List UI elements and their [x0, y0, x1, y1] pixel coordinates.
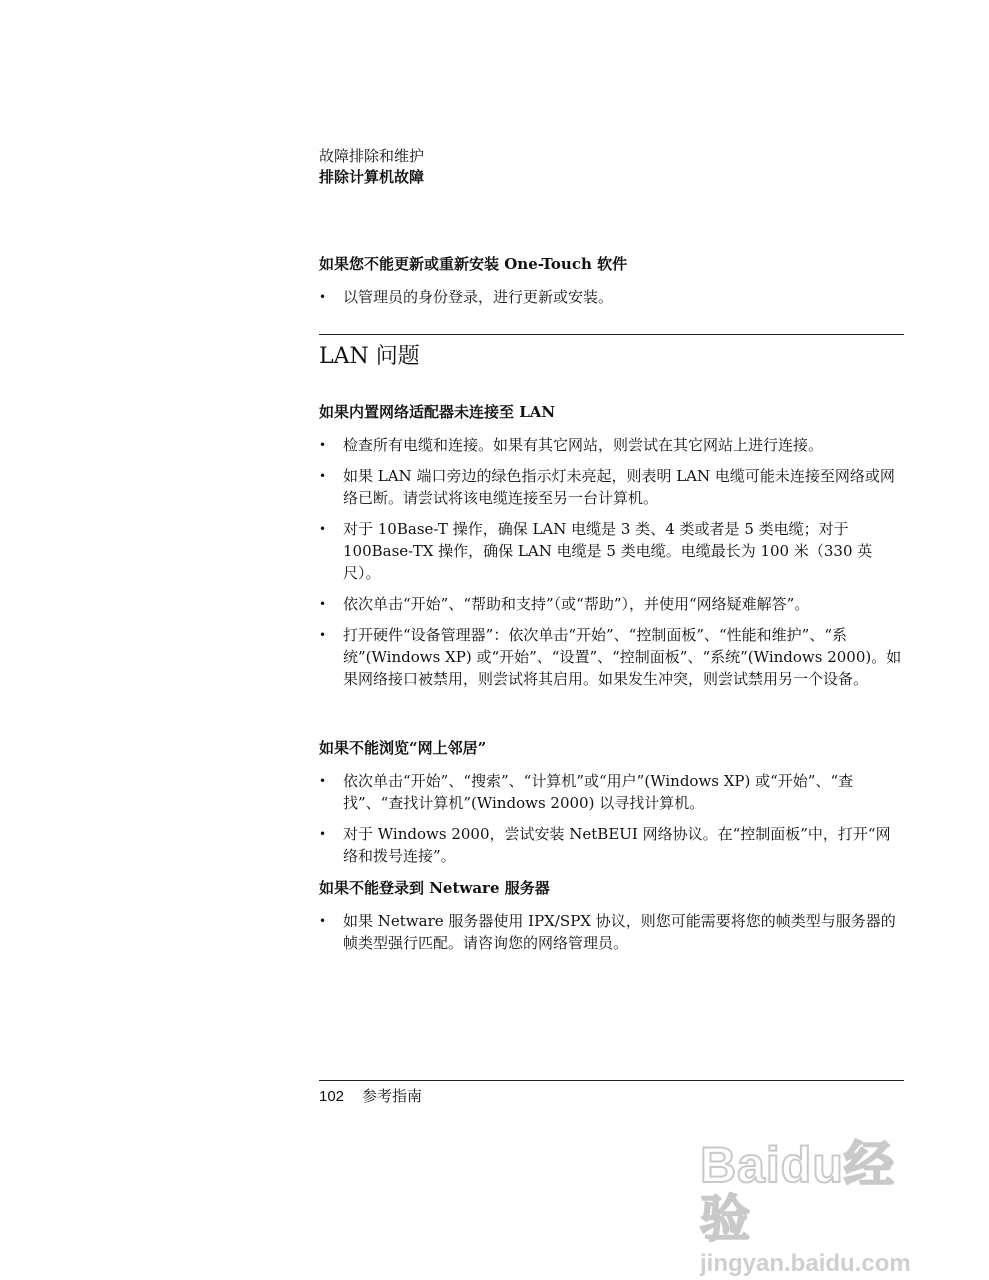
browse-list — [319, 770, 903, 867]
footer-rule — [319, 1080, 904, 1081]
section-title-header: 排除计算机故障 — [319, 168, 425, 186]
list-item: • 打开硬件“设备管理器”：依次单击“开始”、“控制面板”、“性能和维护”、“系统”(Windows XP) 或“开始”、“设置”、“控制面板”、“系统”(Windows 2000)。如果网络接口被禁用，则尝试将其启用。如果发生冲突，则尝试禁用另一个设备。 — [319, 626, 902, 688]
list-item: • 以管理员的身份登录，进行更新或安装。 — [319, 288, 614, 306]
netware-section — [319, 878, 903, 954]
list-item: • 依次单击“开始”、“帮助和支持”（或“帮助”），并使用“网络疑难解答”。 — [319, 595, 810, 613]
page-number: 102 — [319, 1088, 345, 1105]
running-head — [319, 146, 424, 188]
list-item: • 对于 10Base-T 操作，确保 LAN 电缆是 3 类、4 类或者是 5 类电缆；对于 100Base-TX 操作，确保 LAN 电缆是 5 类电缆。电缆最长为 100 米（330 英尺）。 — [319, 520, 873, 582]
onetouch-heading: 如果您不能更新或重新安装 One-Touch 软件 — [319, 255, 628, 273]
adapter-list — [319, 434, 903, 690]
chapter-title: 故障排除和维护 — [319, 147, 425, 165]
onetouch-list — [319, 286, 903, 308]
bullet-icon: • — [319, 774, 327, 788]
section-divider — [319, 334, 904, 335]
browse-heading: 如果不能浏览“网上邻居” — [319, 739, 487, 757]
list-item: • 如果 LAN 端口旁边的绿色指示灯未亮起，则表明 LAN 电缆可能未连接至网络或网络已断。请尝试将该电缆连接至另一台计算机。 — [319, 467, 895, 507]
bullet-icon: • — [319, 469, 327, 483]
bullet-icon: • — [319, 914, 327, 928]
list-item: • 对于 Windows 2000，尝试安装 NetBEUI 网络协议。在“控制面板”中，打开“网络和拨号连接”。 — [319, 825, 891, 865]
bullet-icon: • — [319, 438, 327, 452]
adapter-heading: 如果内置网络适配器未连接至 LAN — [319, 403, 556, 421]
list-item: • 依次单击“开始”、“搜索”、“计算机”或“用户”(Windows XP) 或“开始”、“查找”、“查找计算机”(Windows 2000) 以寻找计算机。 — [319, 772, 854, 812]
bullet-icon: • — [319, 290, 327, 304]
watermark-brand: Baidu经验 — [700, 1137, 895, 1247]
bullet-icon: • — [319, 827, 327, 841]
onetouch-section — [319, 254, 903, 308]
watermark-url: jingyan.baidu.com — [700, 1250, 911, 1277]
bullet-icon: • — [319, 628, 327, 642]
book-title: 参考指南 — [362, 1087, 423, 1105]
list-item: • 如果 Netware 服务器使用 IPX/SPX 协议，则您可能需要将您的帧类型与服务器的帧类型强行匹配。请咨询您的网络管理员。 — [319, 912, 896, 952]
netware-heading: 如果不能登录到 Netware 服务器 — [319, 879, 550, 897]
bullet-icon: • — [319, 522, 327, 536]
adapter-section — [319, 402, 903, 690]
baidu-watermark — [700, 1137, 940, 1277]
lan-section-title: LAN 问题 — [319, 344, 420, 369]
list-item: • 检查所有电缆和连接。如果有其它网站，则尝试在其它网站上进行连接。 — [319, 436, 824, 454]
bullet-icon: • — [319, 597, 327, 611]
browse-section — [319, 738, 903, 867]
page-footer — [319, 1086, 422, 1107]
netware-list — [319, 910, 903, 954]
